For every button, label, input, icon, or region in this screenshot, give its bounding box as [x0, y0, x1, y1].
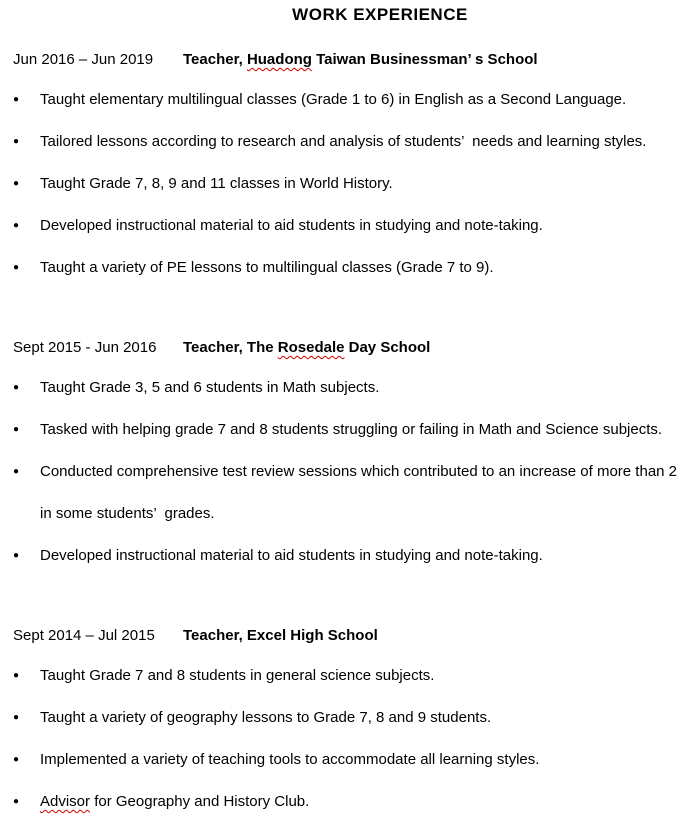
bullet-icon: ●	[13, 754, 20, 765]
bullet-item	[13, 697, 681, 739]
bullet-item	[13, 451, 681, 535]
bullet-list	[0, 79, 681, 289]
bullet-text	[40, 205, 681, 247]
bullet-item	[13, 367, 681, 409]
bullet-item	[13, 535, 681, 577]
bullet-item	[13, 409, 681, 451]
bullet-icon: ●	[13, 178, 20, 189]
bullet-item	[13, 781, 681, 823]
bullet-line	[40, 493, 681, 535]
bullet-text	[40, 655, 681, 697]
bullet-icon: ●	[13, 382, 20, 393]
bullet-icon: ●	[13, 670, 20, 681]
bullet-text	[40, 535, 681, 577]
experience-entry	[0, 625, 681, 823]
text-segment: Teacher, The	[183, 339, 278, 356]
bullet-item	[13, 163, 681, 205]
work-experience-section	[0, 49, 681, 823]
text-segment: Day School	[344, 339, 431, 356]
bullet-text	[40, 739, 681, 781]
text-segment: Taught a variety of PE lessons to multilingual classes (Grade 7 to 9).	[40, 259, 494, 276]
bullet-line	[40, 739, 681, 781]
bullet-list	[0, 655, 681, 823]
bullet-text	[40, 163, 681, 205]
text-segment: Taught elementary multilingual classes (Grade 1 to 6) in English as a Second Language.	[40, 91, 627, 108]
bullet-icon: ●	[13, 550, 20, 561]
bullet-item	[13, 655, 681, 697]
bullet-text	[40, 79, 681, 121]
text-segment: for Geography and History Club.	[90, 793, 310, 810]
bullet-item	[13, 121, 681, 163]
text-segment: Developed instructional material to aid students in studying and note-taking.	[40, 217, 543, 234]
bullet-item	[13, 739, 681, 781]
text-segment: Taught Grade 7, 8, 9 and 11 classes in World History.	[40, 175, 393, 192]
entry-dates: Sept 2015 - Jun 2016	[13, 339, 157, 356]
bullet-line	[40, 247, 681, 289]
bullet-icon: ●	[13, 466, 20, 477]
bullet-line	[40, 367, 681, 409]
entry-heading	[13, 625, 681, 646]
experience-entry	[0, 337, 681, 577]
bullet-text	[40, 451, 681, 535]
bullet-line	[40, 535, 681, 577]
bullet-line	[40, 655, 681, 697]
text-segment: Developed instructional material to aid students in studying and note-taking.	[40, 547, 543, 564]
text-segment: Teacher,	[183, 51, 247, 68]
document-page[interactable]	[0, 2, 681, 823]
bullet-icon: ●	[13, 136, 20, 147]
text-segment: Implemented a variety of teaching tools to accommodate all learning styles.	[40, 751, 540, 768]
document-title: WORK EXPERIENCE	[292, 5, 468, 24]
entry-heading	[13, 337, 681, 358]
bullet-icon: ●	[13, 424, 20, 435]
bullet-text	[40, 409, 681, 451]
bullet-icon: ●	[13, 94, 20, 105]
bullet-line	[40, 697, 681, 739]
bullet-text	[40, 697, 681, 739]
bullet-line	[40, 451, 681, 493]
entry-heading	[13, 49, 681, 70]
bullet-icon: ●	[13, 220, 20, 231]
text-segment: Tasked with helping grade 7 and 8 students struggling or failing in Math and Science subjects.	[40, 421, 663, 438]
entry-dates: Sept 2014 – Jul 2015	[13, 627, 155, 644]
bullet-text	[40, 367, 681, 409]
experience-entry	[0, 49, 681, 289]
bullet-text	[40, 781, 681, 823]
misspelled-word: Advisor	[40, 793, 91, 810]
text-segment: Tailored lessons according to research and analysis of students’ needs and learning styles.	[40, 133, 647, 150]
entry-title	[183, 339, 430, 356]
bullet-line	[40, 163, 681, 205]
text-segment: Teacher, Excel High School	[183, 627, 378, 644]
bullet-line	[40, 79, 681, 121]
bullet-line	[40, 409, 681, 451]
text-segment: Taught Grade 3, 5 and 6 students in Math subjects.	[40, 379, 380, 396]
text-segment: Taiwan Businessman’ s School	[311, 51, 538, 68]
entry-dates: Jun 2016 – Jun 2019	[13, 51, 154, 68]
bullet-item	[13, 247, 681, 289]
bullet-icon: ●	[13, 262, 20, 273]
bullet-line	[40, 205, 681, 247]
text-segment: in some students’ grades.	[40, 505, 215, 522]
bullet-item	[13, 205, 681, 247]
text-segment: Conducted comprehensive test review sessions which contributed to an increase of more than 2	[40, 463, 678, 480]
bullet-icon: ●	[13, 712, 20, 723]
bullet-text	[40, 247, 681, 289]
bullet-line	[40, 121, 681, 163]
bullet-line	[40, 781, 681, 823]
bullet-text	[40, 121, 681, 163]
misspelled-word: Rosedale	[277, 339, 345, 356]
bullet-icon: ●	[13, 796, 20, 807]
bullet-item	[13, 79, 681, 121]
misspelled-word: Huadong	[246, 51, 312, 68]
entry-title	[183, 627, 378, 644]
text-segment: Taught a variety of geography lessons to Grade 7, 8 and 9 students.	[40, 709, 492, 726]
entry-title	[183, 51, 538, 68]
bullet-list	[0, 367, 681, 577]
text-segment: Taught Grade 7 and 8 students in general science subjects.	[40, 667, 435, 684]
